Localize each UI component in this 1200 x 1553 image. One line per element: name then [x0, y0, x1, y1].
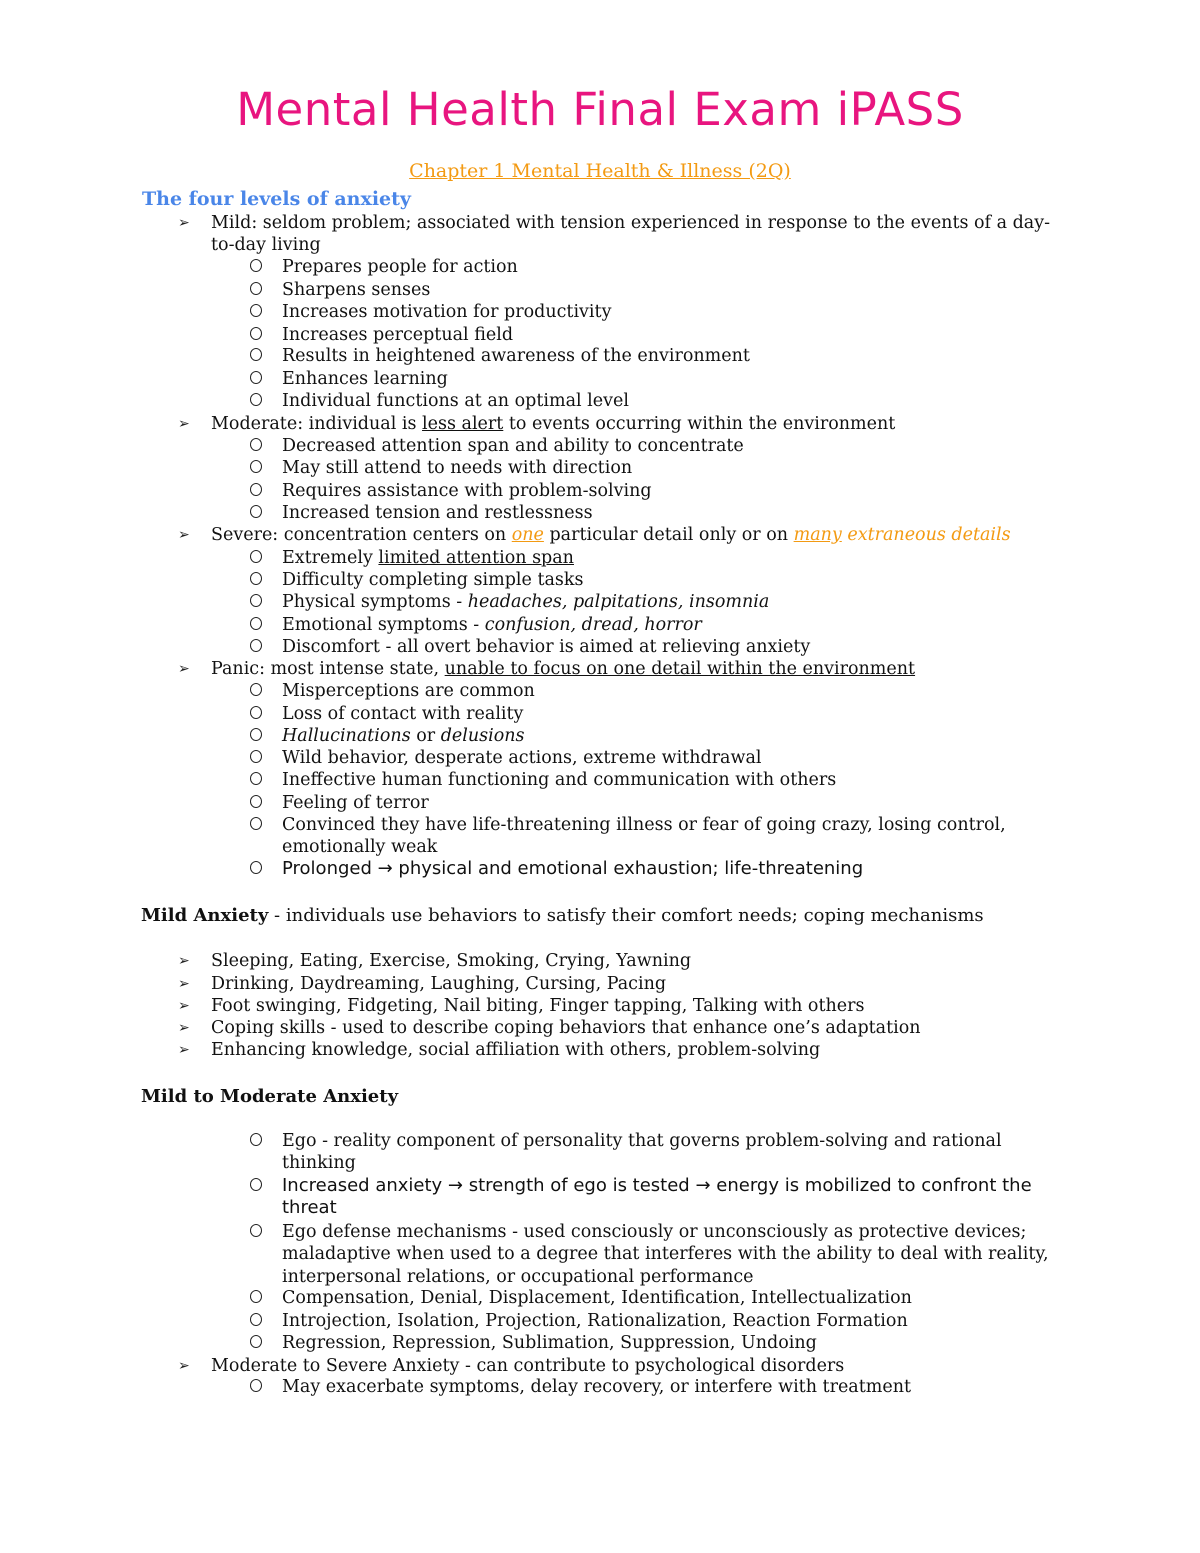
arrowhead-bullet-icon: ➢ — [178, 953, 190, 969]
list-item: Increases perceptual field — [282, 324, 1052, 346]
list-item: May exacerbate symptoms, delay recovery, or interfere with treatment — [282, 1376, 1052, 1398]
document-title: Mental Health Final Exam iPASS — [236, 83, 964, 136]
hollow-circle-bullet-icon — [250, 348, 262, 361]
hollow-circle-bullet-icon — [250, 772, 262, 785]
list-item: Prepares people for action — [282, 256, 1052, 278]
hollow-circle-bullet-icon — [250, 1335, 262, 1348]
list-item: Increased anxiety → strength of ego is tested → energy is mobilized to confront the threat — [282, 1175, 1052, 1220]
list-item: Ego - reality component of personality that governs problem-solving and rational thinking — [282, 1130, 1052, 1175]
hollow-circle-bullet-icon — [250, 1290, 262, 1303]
mild-anxiety-heading: Mild Anxiety - individuals use behaviors to satisfy their comfort needs; coping mechanisms — [141, 905, 984, 926]
list-item: Discomfort - all overt behavior is aimed at relieving anxiety — [282, 636, 1052, 658]
hollow-circle-bullet-icon — [250, 1224, 262, 1237]
list-item: Wild behavior, desperate actions, extreme withdrawal — [282, 747, 1052, 769]
arrowhead-bullet-icon: ➢ — [178, 1042, 190, 1058]
hollow-circle-bullet-icon — [250, 282, 262, 295]
hollow-circle-bullet-icon — [250, 304, 262, 317]
list-item: Increased tension and restlessness — [282, 502, 1052, 524]
hollow-circle-bullet-icon — [250, 1379, 262, 1392]
hollow-circle-bullet-icon — [250, 572, 262, 585]
arrowhead-bullet-icon: ➢ — [178, 527, 190, 543]
hollow-circle-bullet-icon — [250, 817, 262, 830]
hollow-circle-bullet-icon — [250, 795, 262, 808]
hollow-circle-bullet-icon — [250, 438, 262, 451]
list-item: Emotional symptoms - confusion, dread, horror — [282, 614, 1052, 636]
list-item: ➢ Foot swinging, Fidgeting, Nail biting, Finger tapping, Talking with others — [178, 996, 865, 1016]
list-item: Increases motivation for productivity — [282, 301, 1052, 323]
list-item: Decreased attention span and ability to concentrate — [282, 435, 1052, 457]
list-item: Loss of contact with reality — [282, 703, 1052, 725]
list-item: Results in heightened awareness of the environment — [282, 345, 1052, 367]
hollow-circle-bullet-icon — [250, 750, 262, 763]
list-item: Hallucinations or delusions — [282, 725, 1052, 747]
hollow-circle-bullet-icon — [250, 594, 262, 607]
list-item: Feeling of terror — [282, 792, 1052, 814]
list-item: May still attend to needs with direction — [282, 457, 1052, 479]
list-item: Compensation, Denial, Displacement, Identification, Intellectualization — [282, 1287, 1052, 1309]
list-item-moderate-severe: ➢ Moderate to Severe Anxiety - can contribute to psychological disorders — [178, 1356, 845, 1376]
hollow-circle-bullet-icon — [250, 371, 262, 384]
list-item: Individual functions at an optimal level — [282, 390, 1052, 412]
list-item: Extremely limited attention span — [282, 547, 1052, 569]
arrowhead-bullet-icon: ➢ — [178, 1358, 190, 1374]
hollow-circle-bullet-icon — [250, 1133, 262, 1146]
list-item: ➢ Coping skills - used to describe coping behaviors that enhance one’s adaptation — [178, 1018, 921, 1038]
mild-moderate-heading: Mild to Moderate Anxiety — [141, 1086, 399, 1107]
list-item: Prolonged → physical and emotional exhaustion; life-threatening — [282, 858, 1052, 880]
list-item-severe: ➢ Severe: concentration centers on one particular detail only or on many extraneous details — [178, 525, 1011, 545]
list-item: Misperceptions are common — [282, 680, 1052, 702]
list-item-moderate: ➢ Moderate: individual is less alert to events occurring within the environment — [178, 414, 896, 434]
hollow-circle-bullet-icon — [250, 460, 262, 473]
hollow-circle-bullet-icon — [250, 1313, 262, 1326]
list-item: Difficulty completing simple tasks — [282, 569, 1052, 591]
arrowhead-bullet-icon: ➢ — [178, 215, 190, 231]
list-item: ➢ Enhancing knowledge, social affiliation with others, problem-solving — [178, 1040, 821, 1060]
hollow-circle-bullet-icon — [250, 393, 262, 406]
arrowhead-bullet-icon: ➢ — [178, 976, 190, 992]
arrowhead-bullet-icon: ➢ — [178, 1020, 190, 1036]
chapter-heading: Chapter 1 Mental Health & Illness (2Q) — [409, 160, 791, 182]
hollow-circle-bullet-icon — [250, 683, 262, 696]
hollow-circle-bullet-icon — [250, 728, 262, 741]
list-item: Ego defense mechanisms - used consciously or unconsciously as protective devices; maladaptive when used to a degree that interferes with the ability to deal with reality, interpersonal relations, or occupational performance — [282, 1221, 1052, 1288]
hollow-circle-bullet-icon — [250, 550, 262, 563]
hollow-circle-bullet-icon — [250, 1178, 262, 1191]
list-item: ➢ Drinking, Daydreaming, Laughing, Cursing, Pacing — [178, 974, 667, 994]
levels-heading: The four levels of anxiety — [142, 188, 411, 210]
list-item-panic: ➢ Panic: most intense state, unable to focus on one detail within the environment — [178, 659, 916, 679]
list-item: Ineffective human functioning and communication with others — [282, 769, 1052, 791]
hollow-circle-bullet-icon — [250, 327, 262, 340]
hollow-circle-bullet-icon — [250, 706, 262, 719]
hollow-circle-bullet-icon — [250, 639, 262, 652]
list-item: Regression, Repression, Sublimation, Suppression, Undoing — [282, 1332, 1052, 1354]
list-item: Enhances learning — [282, 368, 1052, 390]
hollow-circle-bullet-icon — [250, 259, 262, 272]
hollow-circle-bullet-icon — [250, 483, 262, 496]
list-item: Introjection, Isolation, Projection, Rationalization, Reaction Formation — [282, 1310, 1052, 1332]
arrowhead-bullet-icon: ➢ — [178, 661, 190, 677]
hollow-circle-bullet-icon — [250, 505, 262, 518]
list-item-mild: ➢ Mild: seldom problem; associated with tension experienced in response to the events of a day-to-day living — [178, 213, 1051, 256]
list-item: ➢ Sleeping, Eating, Exercise, Smoking, Crying, Yawning — [178, 951, 692, 971]
arrowhead-bullet-icon: ➢ — [178, 416, 190, 432]
list-item: Requires assistance with problem-solving — [282, 480, 1052, 502]
arrowhead-bullet-icon: ➢ — [178, 998, 190, 1014]
list-item: Convinced they have life-threatening illness or fear of going crazy, losing control, emotionally weak — [282, 814, 1052, 859]
list-item: Sharpens senses — [282, 279, 1052, 301]
hollow-circle-bullet-icon — [250, 617, 262, 630]
list-item: Physical symptoms - headaches, palpitations, insomnia — [282, 591, 1052, 613]
hollow-circle-bullet-icon — [250, 861, 262, 874]
